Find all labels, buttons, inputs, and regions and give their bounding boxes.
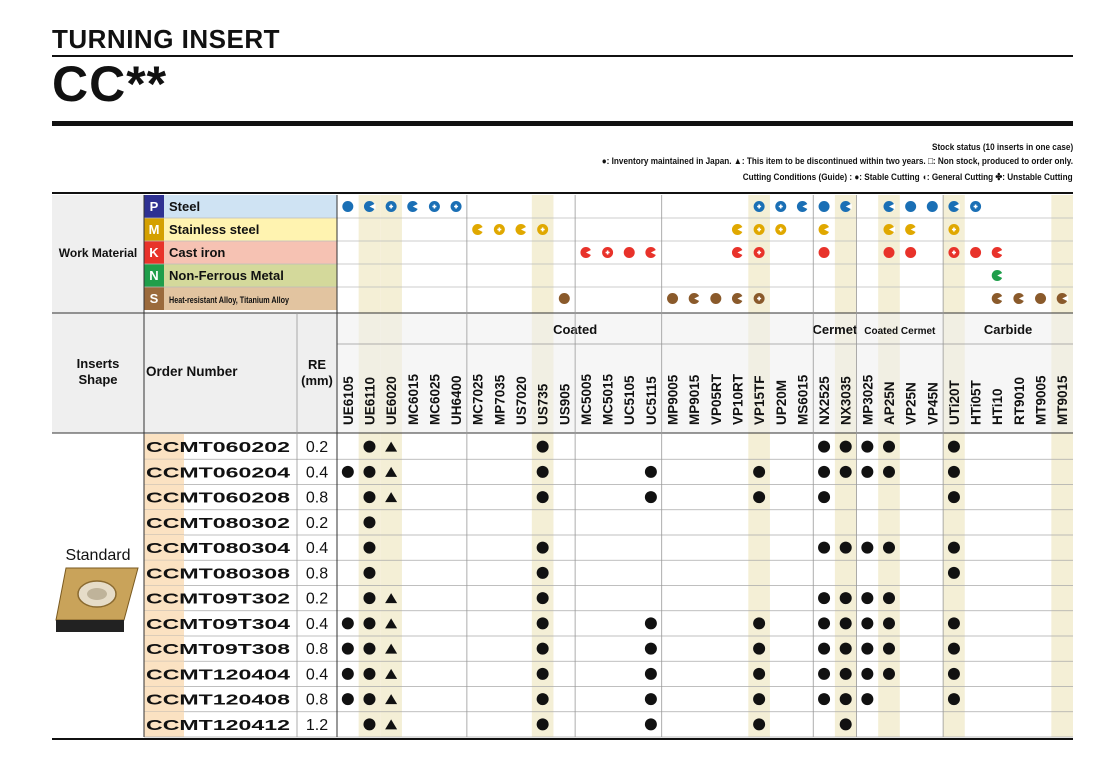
stable-cutting-mark [884, 247, 895, 258]
grade-name: MP3025 [860, 374, 876, 425]
grade-name: VP05RT [708, 373, 724, 425]
order-number: CCMT120412 [146, 716, 290, 734]
grade-column-shade [1051, 195, 1073, 737]
inventory-dot [883, 592, 895, 604]
inventory-dot [883, 617, 895, 629]
inventory-dot [861, 592, 873, 604]
re-header: RE [307, 357, 327, 372]
grade-name: HTi05T [968, 380, 984, 425]
inventory-dot [753, 668, 765, 680]
inventory-dot [948, 643, 960, 655]
inventory-dot [342, 617, 354, 629]
material-name: Heat-resistant Alloy, Titanium Alloy [169, 295, 289, 305]
grade-group-label: Coated [553, 322, 598, 337]
order-number: CCMT060202 [146, 439, 290, 456]
stable-cutting-mark [1035, 293, 1046, 304]
grade-name: MP7035 [492, 374, 508, 425]
inventory-dot [537, 491, 549, 503]
grade-name: VP45N [925, 382, 941, 425]
material-code: K [149, 245, 159, 260]
inventory-dot [645, 668, 657, 680]
order-number: CCMT060204 [146, 464, 291, 482]
material-code: P [149, 199, 159, 214]
inventory-dot [363, 617, 375, 629]
inventory-dot [883, 643, 895, 655]
inventory-dot [818, 668, 830, 680]
order-number-header: Order Number [146, 364, 238, 379]
inventory-dot [948, 693, 960, 705]
grade-column-shade [380, 195, 402, 737]
grade-name: US735 [535, 383, 551, 425]
inserts-shape-header: Shape [78, 372, 118, 387]
material-code: S [149, 291, 159, 306]
material-code: M [148, 222, 160, 237]
re-header: (mm) [301, 373, 333, 388]
grade-name: NX2525 [817, 376, 833, 425]
grade-name: MC7025 [470, 373, 486, 425]
inventory-dot [753, 718, 765, 730]
inventory-dot [818, 643, 830, 655]
grade-name: UC5115 [643, 376, 659, 425]
grade-name: MP9005 [665, 374, 681, 425]
inventory-dot [840, 693, 852, 705]
inventory-dot [537, 592, 549, 604]
grade-name: UE6105 [340, 376, 356, 425]
order-number: CCMT120408 [146, 691, 290, 709]
inventory-dot [818, 617, 830, 629]
grade-name: AP25N [882, 381, 897, 425]
grade-name: MT9015 [1055, 375, 1071, 425]
inventory-dot [363, 567, 375, 579]
legend-stock-symbols: ●: Inventory maintained in Japan. ▲: This item to be discontinued within two years. □: Non stock, produced to order only. [601, 156, 1073, 167]
inventory-dot [818, 441, 830, 453]
re-value: 0.2 [305, 439, 329, 456]
stable-cutting-mark [905, 247, 916, 258]
inventory-dot [840, 718, 852, 730]
stable-cutting-mark [342, 201, 353, 212]
inventory-dot [645, 466, 657, 478]
inventory-dot [645, 491, 657, 503]
grade-name: MT9005 [1033, 375, 1049, 425]
stable-cutting-mark [624, 247, 635, 258]
inventory-dot [537, 441, 549, 453]
grade-group-label: Cermet [812, 322, 858, 337]
re-value: 0.8 [305, 565, 329, 583]
material-name: Cast iron [169, 245, 226, 260]
inserts-shape-header: Inserts [76, 356, 120, 371]
inventory-dot [363, 491, 375, 503]
inventory-dot [363, 718, 375, 730]
inventory-dot [840, 617, 852, 629]
inventory-dot [840, 542, 852, 554]
stable-cutting-mark [970, 247, 981, 258]
material-name: Non-Ferrous Metal [169, 268, 284, 283]
inventory-dot [342, 668, 354, 680]
inventory-dot [948, 668, 960, 680]
grade-header-bg [337, 313, 1073, 433]
inventory-dot [818, 693, 830, 705]
order-number: CCMT080302 [146, 514, 290, 532]
inventory-dot [753, 643, 765, 655]
grade-group-label: Coated Cermet [864, 326, 936, 337]
inventory-dot [363, 516, 375, 528]
order-number: CCMT080304 [146, 540, 291, 557]
inventory-dot [948, 617, 960, 629]
series-title: CC** [52, 56, 168, 112]
legend-stock-status: Stock status (10 inserts in one case) [931, 142, 1073, 153]
grade-name: NX3035 [838, 376, 854, 425]
inventory-dot [753, 693, 765, 705]
inventory-dot [753, 617, 765, 629]
re-value: 0.8 [305, 641, 329, 658]
re-value: 0.4 [305, 464, 329, 482]
order-number: CCMT080308 [146, 565, 290, 583]
inventory-dot [861, 693, 873, 705]
stable-cutting-mark [905, 201, 916, 212]
work-material-label-bg [52, 195, 144, 433]
inventory-dot [363, 466, 375, 478]
stable-cutting-mark [927, 201, 938, 212]
inventory-dot [818, 592, 830, 604]
re-value: 0.8 [305, 691, 329, 709]
re-value: 0.8 [305, 489, 329, 507]
re-value: 0.4 [305, 540, 329, 557]
grade-name: MC6015 [405, 373, 421, 425]
inventory-dot [883, 668, 895, 680]
inventory-dot [818, 542, 830, 554]
material-name: Steel [169, 199, 201, 214]
inventory-dot [883, 542, 895, 554]
inventory-dot [537, 567, 549, 579]
stable-cutting-mark [710, 293, 721, 304]
inventory-dot [537, 643, 549, 655]
inventory-dot [883, 466, 895, 478]
inventory-dot [840, 668, 852, 680]
inventory-dot [883, 441, 895, 453]
re-value: 0.4 [305, 666, 329, 684]
insert-side [56, 620, 124, 632]
inventory-dot [861, 466, 873, 478]
inventory-dot [537, 542, 549, 554]
inventory-dot [537, 617, 549, 629]
inventory-dot [840, 592, 852, 604]
inventory-dot [363, 592, 375, 604]
inventory-dot [342, 693, 354, 705]
order-number: CCMT09T308 [146, 641, 290, 658]
inventory-dot [342, 643, 354, 655]
inventory-dot [537, 693, 549, 705]
grade-name: HTi10 [990, 388, 1006, 425]
inventory-dot [948, 441, 960, 453]
inventory-dot [363, 668, 375, 680]
inventory-dot [645, 718, 657, 730]
inventory-dot [753, 491, 765, 503]
inventory-dot [861, 668, 873, 680]
material-name: Stainless steel [169, 222, 260, 237]
inventory-dot [363, 693, 375, 705]
re-value: 0.2 [305, 590, 329, 608]
order-number: CCMT060208 [146, 489, 290, 507]
inventory-dot [948, 466, 960, 478]
grade-name: VP25N [903, 382, 919, 425]
section-title: TURNING INSERT [52, 24, 280, 54]
grade-name: MC6025 [427, 373, 443, 425]
inventory-dot [948, 542, 960, 554]
grade-name: UP20M [773, 379, 789, 425]
inventory-dot [861, 643, 873, 655]
order-number: CCMT09T302 [146, 590, 290, 608]
order-number: CCMT120404 [146, 666, 291, 684]
grade-name: US7020 [514, 376, 529, 425]
re-value: 0.4 [305, 615, 329, 633]
inventory-dot [840, 643, 852, 655]
shape-section-label: Standard [65, 547, 131, 564]
inventory-dot [861, 542, 873, 554]
inventory-dot [861, 441, 873, 453]
inventory-dot [363, 441, 375, 453]
material-code: N [149, 268, 159, 283]
legend-cutting-conditions: Cutting Conditions (Guide) : ●: Stable Cutting ◖: General Cutting ✤: Unstable Cutting [743, 172, 1073, 183]
grade-group-label: Carbide [983, 322, 1033, 337]
inventory-dot [818, 466, 830, 478]
order-number: CCMT09T304 [146, 615, 291, 633]
inventory-dot [818, 491, 830, 503]
inventory-dot [645, 693, 657, 705]
grade-name: MC5015 [600, 373, 616, 425]
stable-cutting-mark [559, 293, 570, 304]
grade-name: MP9015 [687, 374, 703, 425]
grade-name: VP15TF [752, 375, 768, 425]
grade-name: UTi20T [946, 380, 962, 425]
grade-name: UH6400 [449, 375, 465, 425]
inventory-dot [645, 617, 657, 629]
inventory-dot [342, 466, 354, 478]
re-value: 0.2 [305, 514, 329, 532]
inventory-dot [840, 466, 852, 478]
grade-name: UE6020 [384, 376, 400, 425]
inventory-dot [537, 718, 549, 730]
inventory-dot [645, 643, 657, 655]
inventory-dot [537, 466, 549, 478]
inventory-dot [363, 643, 375, 655]
grade-name: VP10RT [730, 373, 746, 425]
insert-hole-inner [87, 588, 107, 600]
grade-name: UC5105 [622, 375, 638, 425]
inventory-dot [840, 441, 852, 453]
stable-cutting-mark [819, 247, 830, 258]
inventory-dot [537, 668, 549, 680]
re-value: 1.2 [305, 716, 329, 734]
work-material-label: Work Material [58, 246, 138, 260]
stable-cutting-mark [819, 201, 830, 212]
grade-name: RT9010 [1011, 376, 1027, 425]
grade-name: MS6015 [795, 374, 811, 425]
inventory-dot [363, 542, 375, 554]
stable-cutting-mark [667, 293, 678, 304]
inventory-dot [948, 491, 960, 503]
inventory-dot [753, 466, 765, 478]
inventory-dot [861, 617, 873, 629]
grade-name: US905 [557, 383, 573, 425]
grade-name: UE6110 [362, 376, 378, 425]
inventory-dot [948, 567, 960, 579]
grade-name: MC5005 [578, 373, 594, 425]
